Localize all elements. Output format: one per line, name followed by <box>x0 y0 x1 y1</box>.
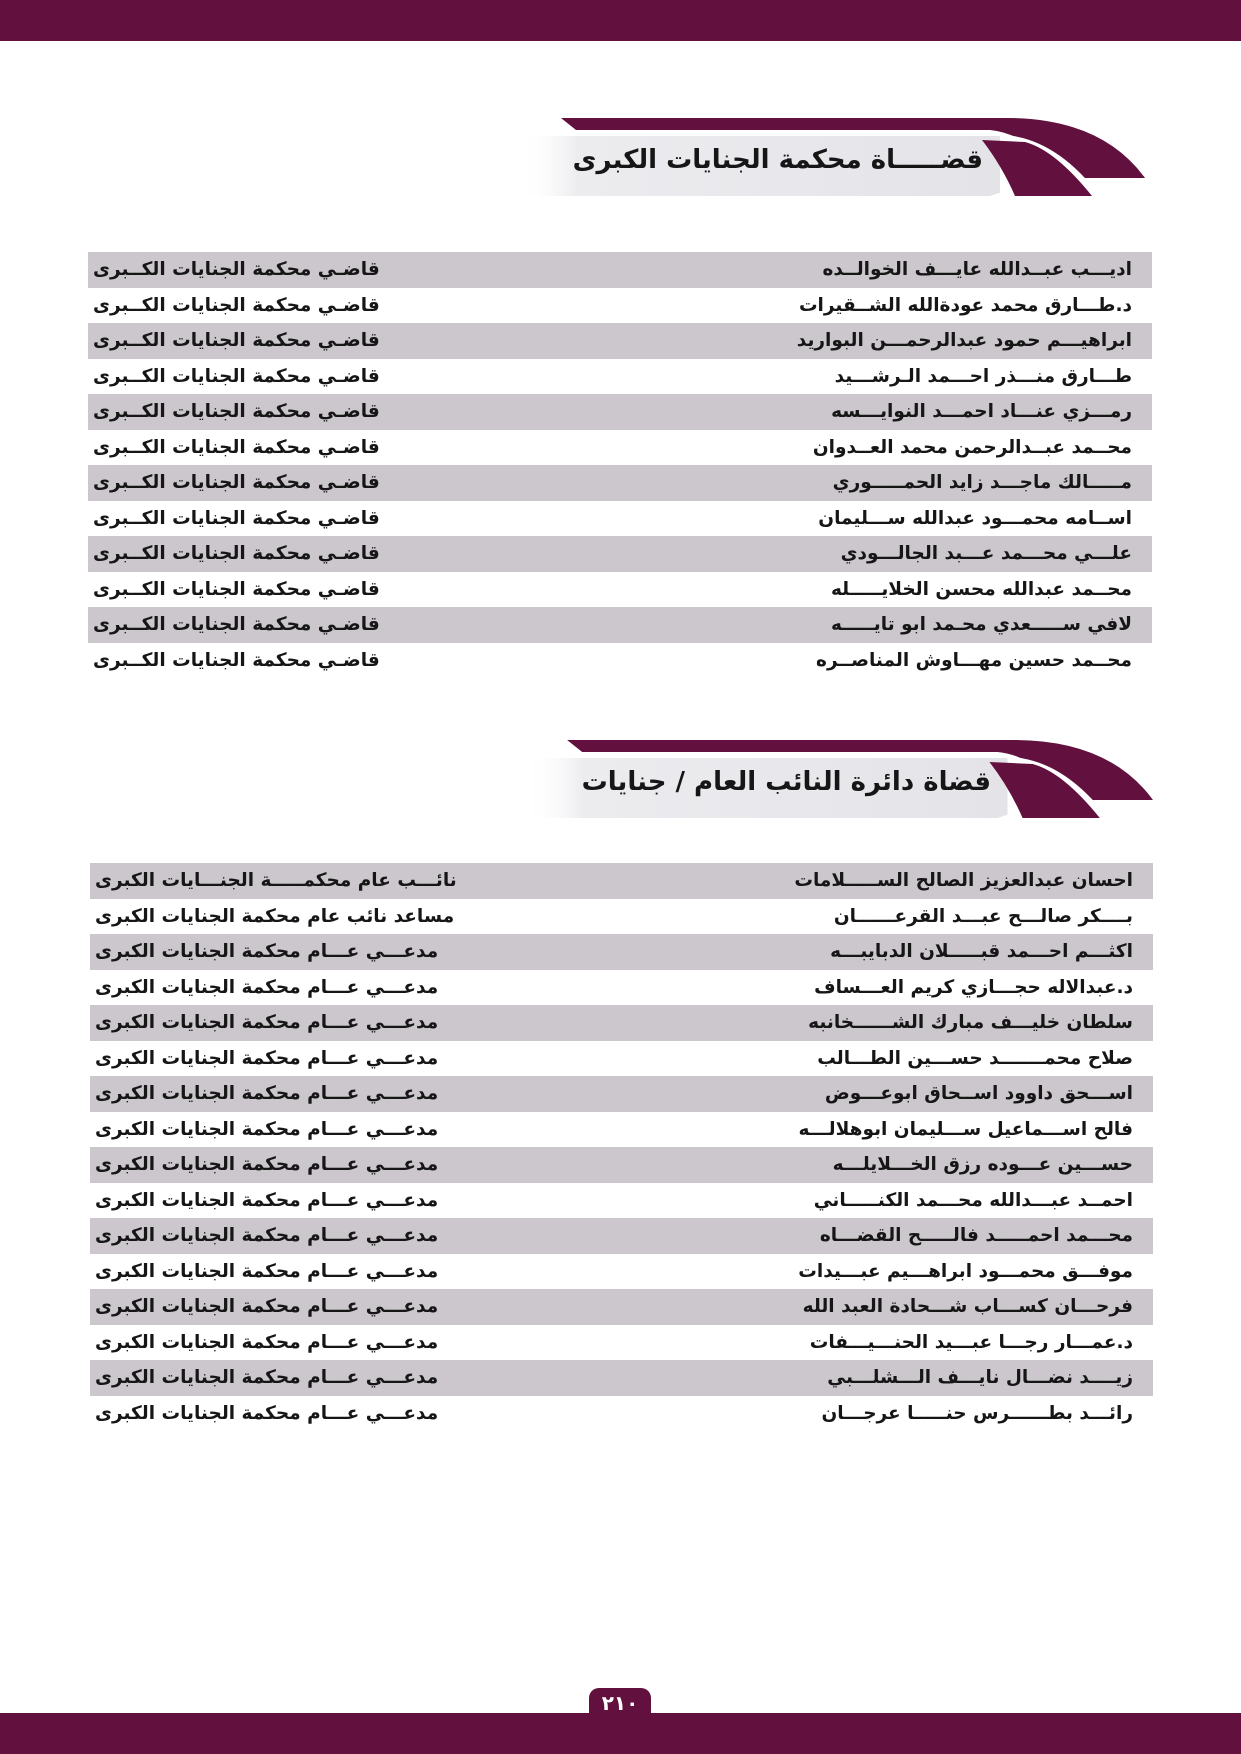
person-name: اســـحق داوود اســحاق ابوعـــوض <box>824 1083 1133 1105</box>
person-position: مدعـــي عـــام محكمة الجنايات الكبرى <box>95 1154 439 1176</box>
roster-row <box>90 1360 1153 1396</box>
person-position: مدعـــي عـــام محكمة الجنايات الكبرى <box>95 1331 439 1353</box>
roster-row <box>90 1112 1153 1148</box>
roster-row <box>88 430 1152 466</box>
person-position: قاضـي محكمة الجنايات الكــبرى <box>93 401 380 423</box>
roster-row <box>90 934 1153 970</box>
person-position: مدعـــي عـــام محكمة الجنايات الكبرى <box>95 1402 439 1424</box>
public-prosecution-list <box>90 863 1153 1431</box>
person-name: د.عبدالاله حجـــازي كريم العـــساف <box>814 976 1133 998</box>
section-title: قضـــــاة محكمة الجنايات الكبرى <box>572 145 983 175</box>
criminal-court-judges-list <box>88 252 1152 678</box>
person-position: قاضـي محكمة الجنايات الكــبرى <box>93 259 380 281</box>
roster-row <box>90 1218 1153 1254</box>
person-name: رائـــد بطــــــرس حنـــــا عرجـــان <box>821 1402 1133 1424</box>
roster-row <box>90 970 1153 1006</box>
person-name: صلاح محمـــــــد حســـين الطـــالب <box>817 1047 1133 1069</box>
roster-row <box>90 1289 1153 1325</box>
roster-row <box>88 465 1152 501</box>
person-position: قاضـي محكمة الجنايات الكــبرى <box>93 578 380 600</box>
roster-row <box>88 572 1152 608</box>
roster-row <box>90 1254 1153 1290</box>
person-position: قاضـي محكمة الجنايات الكــبرى <box>93 507 380 529</box>
roster-row <box>90 1005 1153 1041</box>
person-name: لافي ســـــعدي محـمد ابو تايـــــه <box>830 614 1132 636</box>
roster-row <box>90 1076 1153 1112</box>
person-name: علـــي محـــمد عـــبد الجالـــودي <box>840 543 1132 565</box>
roster-row <box>90 899 1153 935</box>
person-position: قاضـي محكمة الجنايات الكــبرى <box>93 614 380 636</box>
person-position: قاضـي محكمة الجنايات الكــبرى <box>93 543 380 565</box>
roster-row <box>90 863 1153 899</box>
person-position: مدعـــي عـــام محكمة الجنايات الكبرى <box>95 1047 439 1069</box>
person-position: نائـــب عام محكمـــــة الجنـــايات الكبرى <box>95 870 457 892</box>
person-position: مدعـــي عـــام محكمة الجنايات الكبرى <box>95 941 439 963</box>
person-position: مدعـــي عـــام محكمة الجنايات الكبرى <box>95 1118 439 1140</box>
roster-row <box>90 1325 1153 1361</box>
person-position: قاضـي محكمة الجنايات الكــبرى <box>93 649 380 671</box>
roster-row <box>88 607 1152 643</box>
top-color-band <box>0 0 1241 41</box>
person-position: مدعـــي عـــام محكمة الجنايات الكبرى <box>95 976 439 998</box>
person-position: قاضـي محكمة الجنايات الكــبرى <box>93 472 380 494</box>
person-position: مدعـــي عـــام محكمة الجنايات الكبرى <box>95 1260 439 1282</box>
person-name: حســـين عـــوده رزق الخـــلايلـــه <box>832 1154 1133 1176</box>
person-name: محـــمد احمـــــد فالـــــح القضـــاه <box>819 1225 1133 1247</box>
person-position: مدعـــي عـــام محكمة الجنايات الكبرى <box>95 1189 439 1211</box>
person-position: مدعـــي عـــام محكمة الجنايات الكبرى <box>95 1296 439 1318</box>
bottom-color-band <box>0 1713 1241 1754</box>
roster-row <box>90 1147 1153 1183</box>
person-name: بــــكر صالـــح عبـــد القرعــــــان <box>833 905 1133 927</box>
section-header-public-prosecution-judges <box>526 738 1153 818</box>
person-position: قاضـي محكمة الجنايات الكــبرى <box>93 365 380 387</box>
roster-row <box>88 501 1152 537</box>
roster-row <box>90 1183 1153 1219</box>
person-position: مدعـــي عـــام محكمة الجنايات الكبرى <box>95 1083 439 1105</box>
person-name: اســامه محمـــود عبدالله ســـليمان <box>818 507 1132 529</box>
person-name: اديـــب عبــدالله عايـــف الخوالــده <box>822 259 1132 281</box>
roster-row <box>88 394 1152 430</box>
person-position: قاضـي محكمة الجنايات الكــبرى <box>93 330 380 352</box>
roster-row <box>88 288 1152 324</box>
person-position: قاضـي محكمة الجنايات الكــبرى <box>93 294 380 316</box>
person-name: د.طـــارق محمد عودةالله الشــقيرات <box>798 294 1132 316</box>
person-name: ابراهيـــم حمود عبدالرحمـــن البواريد <box>796 330 1132 352</box>
roster-row <box>90 1396 1153 1432</box>
person-position: قاضـي محكمة الجنايات الكــبرى <box>93 436 380 458</box>
roster-row <box>88 252 1152 288</box>
person-name: مـــــالك ماجـــد زايد الحمـــــوري <box>832 472 1132 494</box>
roster-row <box>88 536 1152 572</box>
person-name: محــمد عبــدالرحمن محمد العــدوان <box>812 436 1132 458</box>
roster-row <box>88 359 1152 395</box>
person-position: مدعـــي عـــام محكمة الجنايات الكبرى <box>95 1367 439 1389</box>
person-name: اكثـــم احـــمد قبـــــلان الدبايبـــه <box>830 941 1133 963</box>
person-name: محــمد عبدالله محسن الخلايـــــله <box>830 578 1132 600</box>
person-name: احسان عبدالعزيز الصالح الســـــلامات <box>794 870 1133 892</box>
section-title: قضاة دائرة النائب العام / جنايات <box>581 767 991 797</box>
person-name: طـــارق منـــذر احـــمد الـرشـــيد <box>834 365 1132 387</box>
roster-row <box>88 323 1152 359</box>
page-number: ٢١٠ <box>589 1688 651 1718</box>
section-header-criminal-court-judges <box>520 116 1145 196</box>
person-name: محــمد حسين مهـــاوش المناصــره <box>816 649 1132 671</box>
person-name: موفـــق محمـــود ابراهـــيم عبـــيدات <box>798 1260 1133 1282</box>
person-name: زيــــد نضـــال نايـــف الـــشلـــبي <box>827 1367 1133 1389</box>
person-position: مدعـــي عـــام محكمة الجنايات الكبرى <box>95 1225 439 1247</box>
person-position: مدعـــي عـــام محكمة الجنايات الكبرى <box>95 1012 439 1034</box>
roster-row <box>88 643 1152 679</box>
roster-row <box>90 1041 1153 1077</box>
person-name: رمـــزي عنـــاد احمـــد النوايـــسه <box>831 401 1132 423</box>
person-position: مساعد نائب عام محكمة الجنايات الكبرى <box>95 905 455 927</box>
person-name: فرحـــان كســـاب شـــحادة العبد الله <box>802 1296 1133 1318</box>
person-name: فالح اســـماعيل ســـليمان ابوهلالـــه <box>798 1118 1133 1140</box>
person-name: احمــد عبـــدالله محـــمد الكنـــــاني <box>813 1189 1133 1211</box>
person-name: سلطان خليـــف مبارك الشــــــخانبه <box>808 1012 1133 1034</box>
person-name: د.عمـــار رجـــا عبـــيد الحنـــيـــفات <box>809 1331 1133 1353</box>
